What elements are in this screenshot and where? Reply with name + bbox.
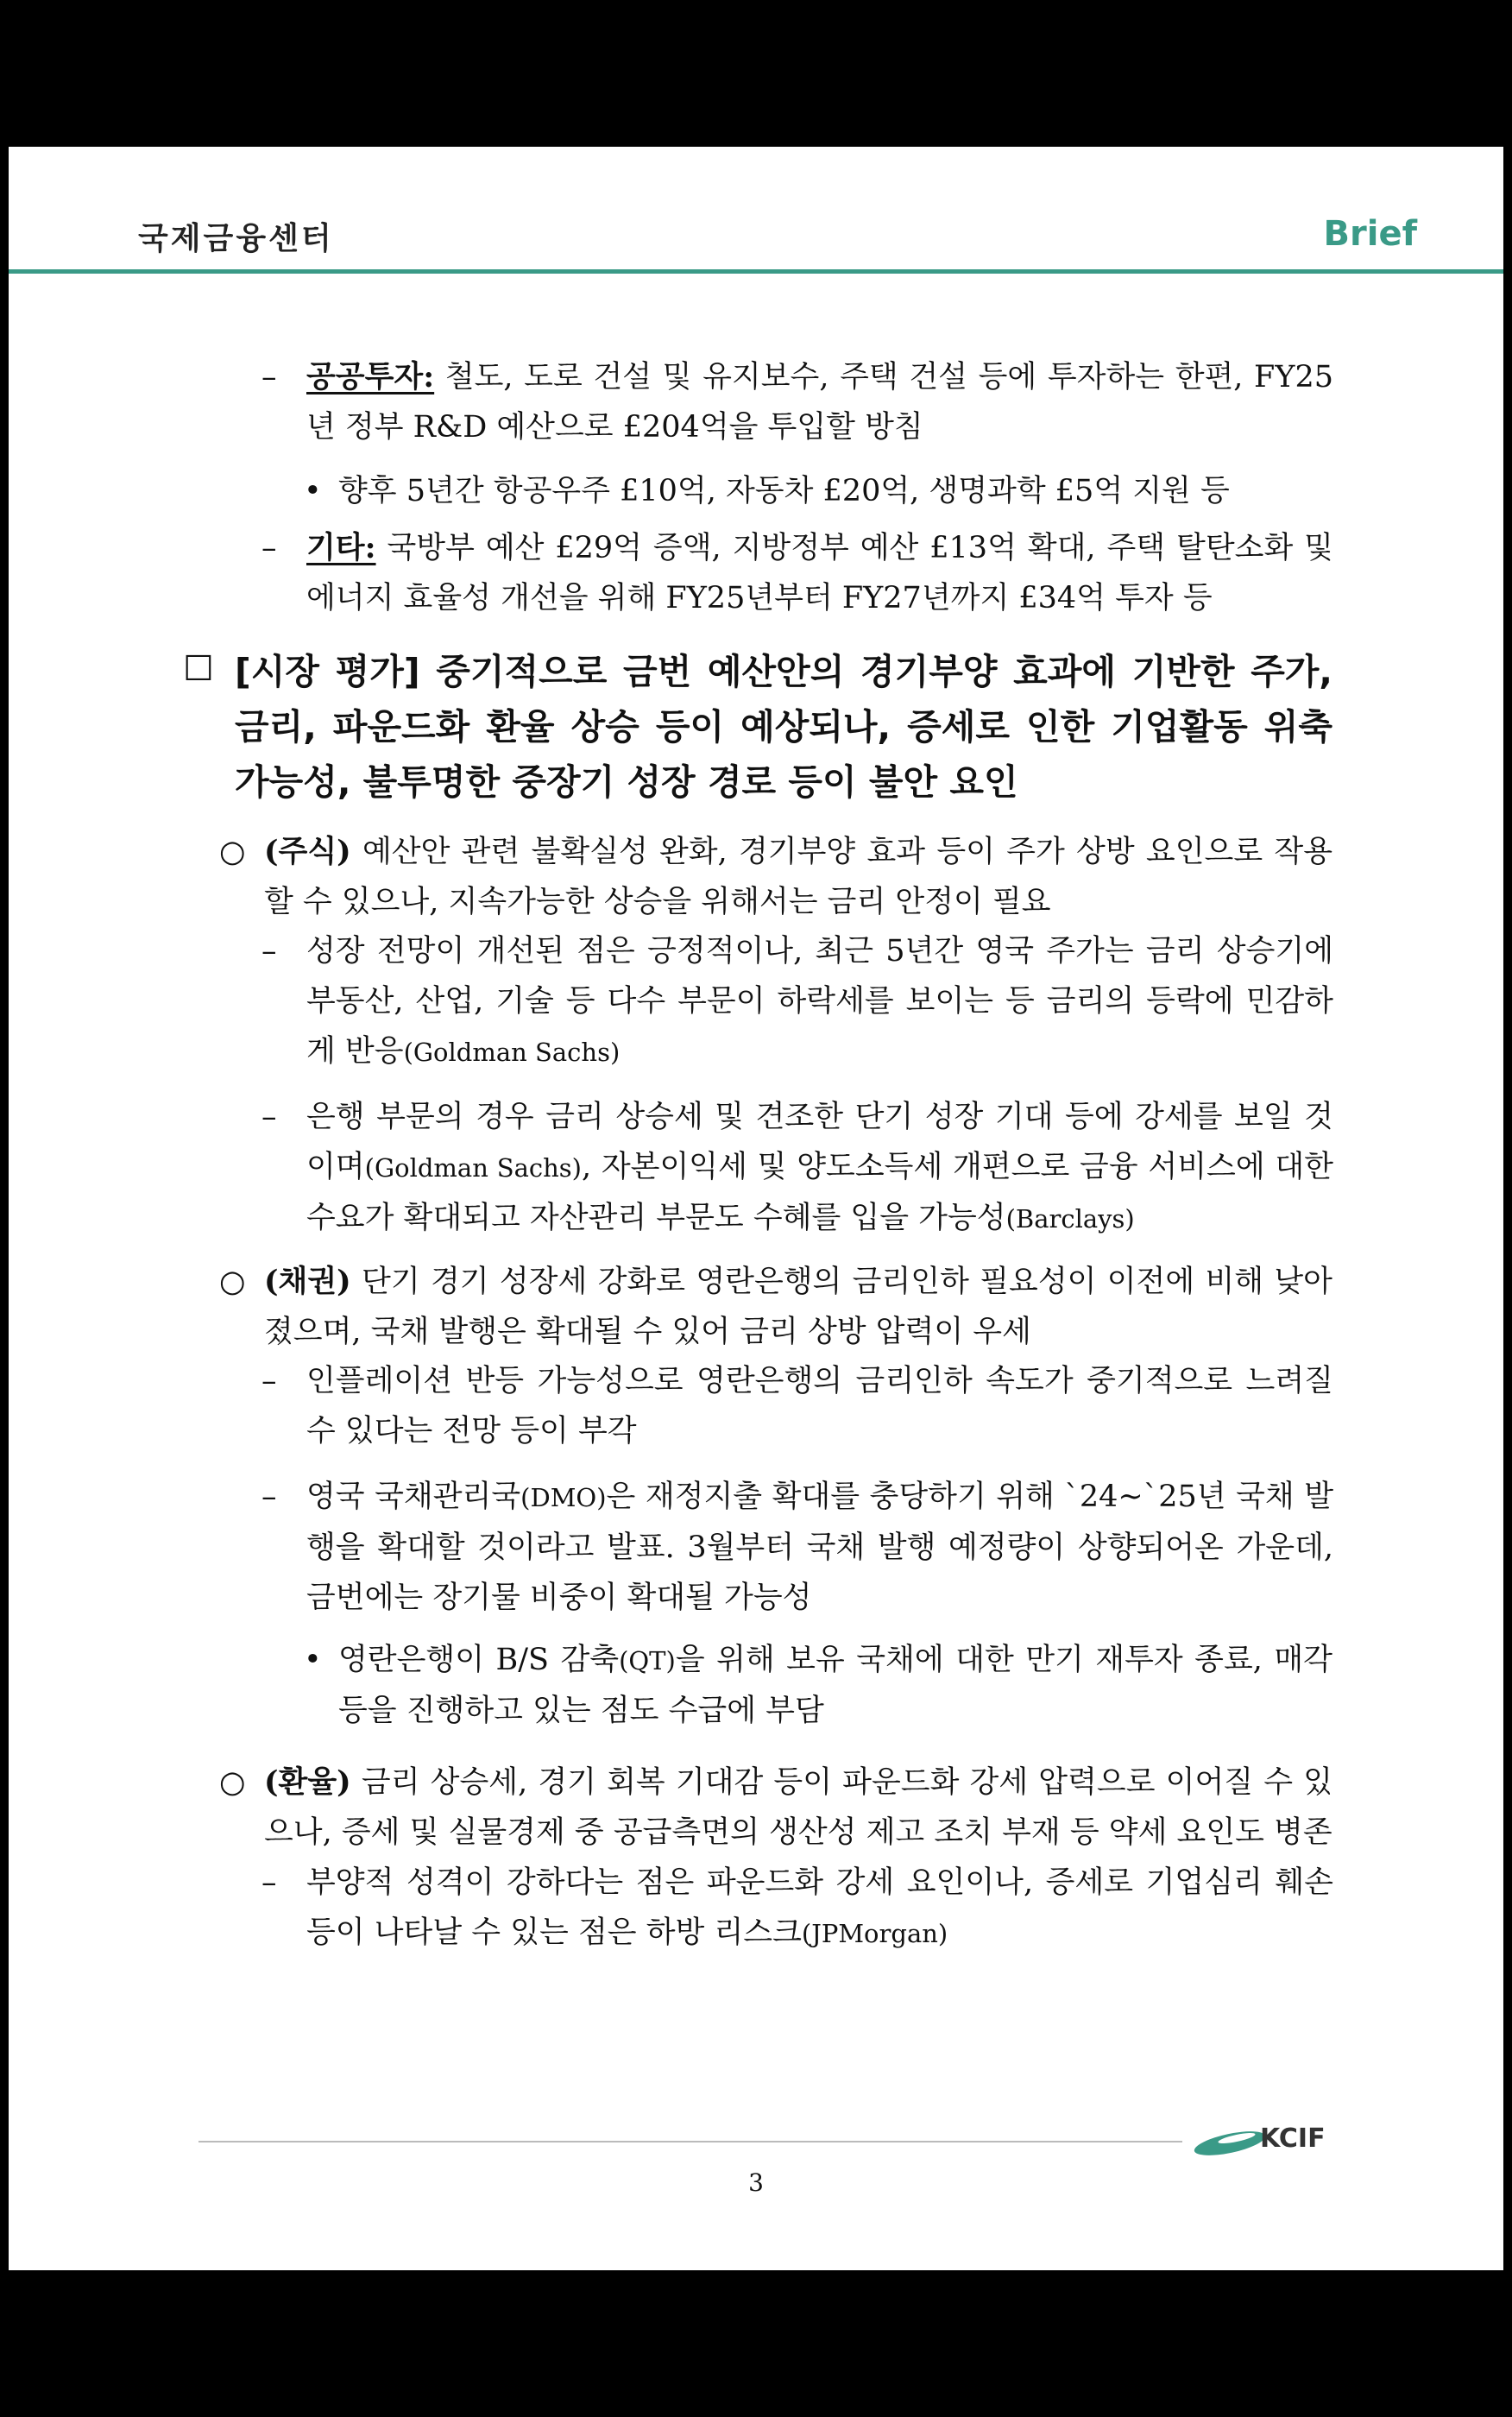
header-brief-label: Brief [1323,214,1417,254]
item-text: 향후 5년간 항공우주 £10억, 자동차 £20억, 생명과학 £5억 지원 등 [338,474,1230,508]
dash-marker: – [261,934,277,969]
source-citation: (Barclays) [1005,1204,1135,1234]
item-text: 영란은행이 B/S 감축 [338,1643,620,1677]
item-text: 부양적 성격이 강하다는 점은 파운드화 강세 요인이나, 증세로 기업심리 훼손 등이 나타날 수 있는 점은 하방 리스크 [306,1865,1333,1950]
circle-marker: ○ [219,1265,246,1299]
source-citation: (JPMorgan) [801,1919,948,1948]
list-item-public-investment [261,352,1333,452]
document-page [9,147,1503,2270]
item-text: 은행 부문의 경우 금리 상승세 및 견조한 단기 성장 기대 등에 강세를 보일 것이며 [306,1100,1333,1184]
header-divider [9,269,1503,274]
list-item-dmo [261,1472,1334,1623]
section-heading-market-assessment [183,644,1332,810]
item-text: 예산안 관련 불확실성 완화, 경기부양 효과 등이 주가 상방 요인으로 작용할 수 있으나, 지속가능한 상승을 위해서는 금리 안정이 필요 [264,835,1332,919]
item-text: , 자본이익세 및 양도소득세 개편으로 금융 서비스에 대한 수요가 확대되고 자산관리 부문도 수혜를 입을 가능성 [306,1150,1333,1235]
source-citation: (Goldman Sachs) [364,1153,582,1183]
dash-marker: – [261,360,277,394]
item-text: 은 재정지출 확대를 충당하기 위해 `24~`25년 국채 발행을 확대할 것이라고 발표. 3월부터 국채 발행 예정량이 상향되어온 가운데, 금번에는 장기물 비중이 확대될 가능성 [306,1480,1334,1615]
bullet-marker: • [304,1643,322,1677]
bullet-marker: • [304,474,322,508]
dash-marker: – [261,1480,277,1514]
list-item-fx [219,1758,1332,1858]
checkbox-square-marker: ☐ [183,649,214,689]
source-citation: (DMO) [520,1483,607,1512]
list-item-other [261,523,1333,623]
item-text: 국방부 예산 £29억 증액, 지방정부 예산 £13억 확대, 주택 탈탄소화 및 에너지 효율성 개선을 위해 FY25년부터 FY27년까지 £34억 투자 등 [306,531,1333,615]
source-citation: (Goldman Sachs) [403,1038,621,1067]
list-item-banking-sector [261,1092,1333,1244]
dash-marker: – [261,531,277,565]
list-item-downside-risk [261,1858,1333,1959]
header-org-name: 국제금융센터 [138,221,334,256]
list-item-stocks [219,827,1332,927]
item-text: 성장 전망이 개선된 점은 긍정적이나, 최근 5년간 영국 주가는 금리 상승기에 부동산, 산업, 기술 등 다수 부문이 하락세를 보이는 등 금리의 등락에 민감하게 반응 [306,934,1333,1069]
source-citation: (QT) [619,1646,676,1675]
section-heading-text: [시장 평가] 중기적으로 금번 예산안의 경기부양 효과에 기반한 주가, 금리, 파운드화 환율 상승 등이 예상되나, 증세로 인한 기업활동 위축 가능성, 불투명한 중장기 성장 경로 등이 불안 요인 [235,651,1332,803]
list-item-bonds [219,1257,1332,1357]
item-label: (주식) [264,834,351,869]
item-label: 공공투자: [306,359,435,394]
footer-logo-text: KCIF [1260,2124,1326,2154]
item-text: 을 위해 보유 국채에 대한 만기 재투자 종료, 매각 등을 진행하고 있는 점도 수급에 부담 [338,1643,1332,1728]
item-label: 기타: [306,530,376,565]
footer-divider [198,2141,1182,2142]
dash-marker: – [261,1364,277,1398]
dash-marker: – [261,1100,277,1134]
item-text: 철도, 도로 건설 및 유지보수, 주택 건설 등에 투자하는 한편, FY25년 정부 R&D 예산으로 £204억을 투입할 방침 [306,360,1333,445]
circle-marker: ○ [219,835,246,869]
item-label: (환율) [264,1764,351,1800]
page-number: 3 [748,2168,764,2197]
circle-marker: ○ [219,1765,246,1800]
list-item-growth-outlook [261,926,1333,1077]
item-text: 영국 국채관리국 [306,1480,521,1514]
list-item-bullet-qt [304,1635,1332,1736]
item-text: 단기 경기 성장세 강화로 영란은행의 금리인하 필요성이 이전에 비해 낮아졌으며, 국채 발행은 확대될 수 있어 금리 상방 압력이 우세 [264,1265,1332,1349]
item-text: 인플레이션 반등 가능성으로 영란은행의 금리인하 속도가 중기적으로 느려질 수 있다는 전망 등이 부각 [306,1364,1333,1448]
list-item-bullet-aerospace [304,466,1331,516]
list-item-inflation [261,1356,1333,1456]
dash-marker: – [261,1865,277,1900]
item-text: 금리 상승세, 경기 회복 기대감 등이 파운드화 강세 압력으로 이어질 수 있으나, 증세 및 실물경제 중 공급측면의 생산성 제고 조치 부재 등 약세 요인도 병존 [264,1765,1332,1850]
item-label: (채권) [264,1264,351,1299]
